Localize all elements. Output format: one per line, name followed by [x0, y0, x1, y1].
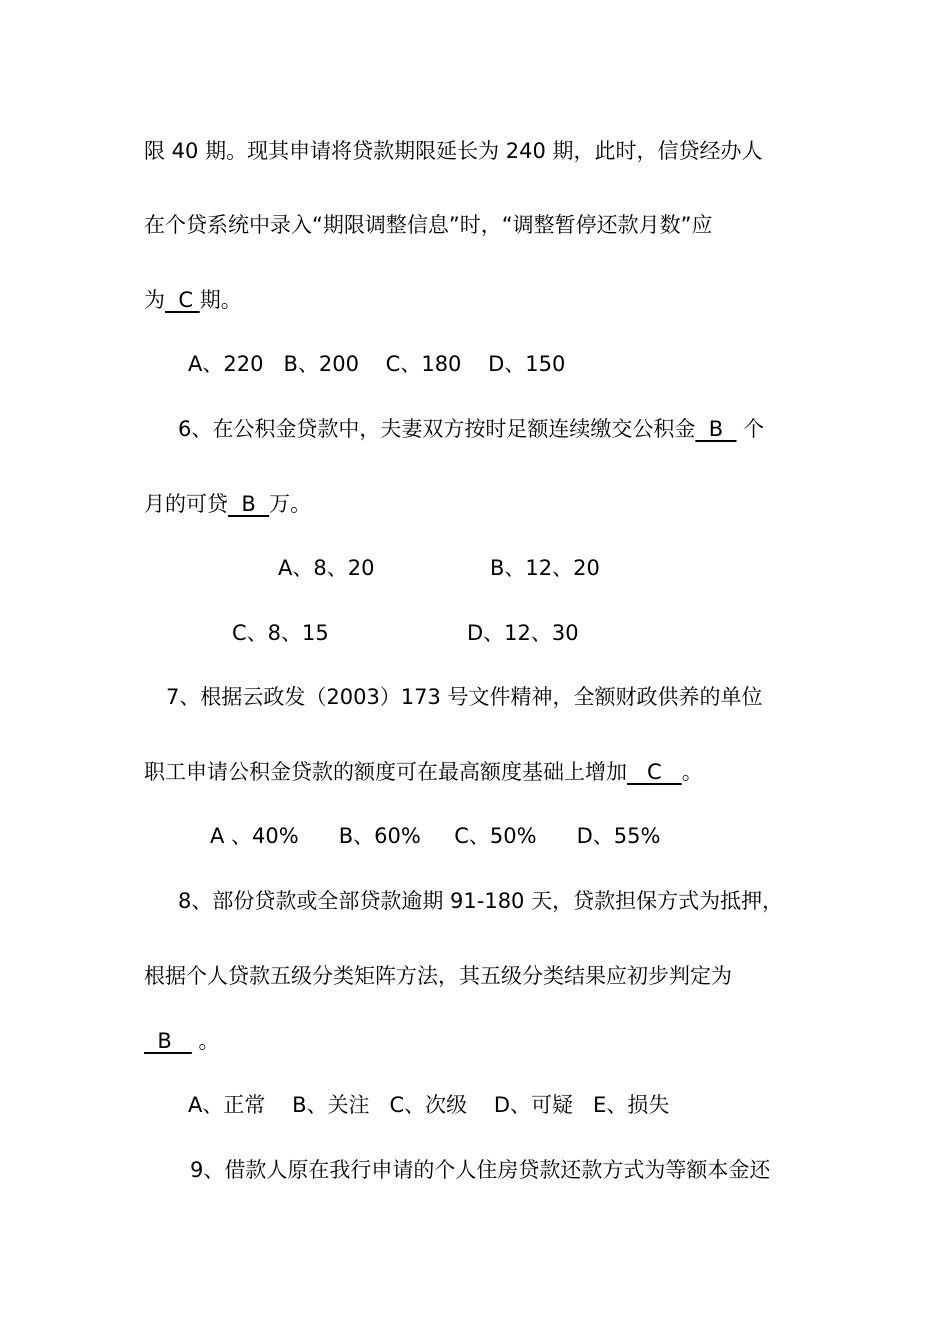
- q8-answer-blank: B: [144, 1029, 192, 1053]
- q8-line-1: 8、部份贷款或全部贷款逾期 91-180 天，贷款担保方式为抵押，: [178, 889, 784, 913]
- q7-line-2-prefix: 职工申请公积金贷款的额度可在最高额度基础上增加: [144, 760, 627, 784]
- q6-line-2: [144, 490, 311, 518]
- q8-line-3-suffix: 。: [191, 1029, 220, 1053]
- q6-option-b: B、12、20: [490, 556, 600, 580]
- q5-line-3-prefix: 为: [144, 288, 165, 312]
- q6-line-1-prefix: 6、在公积金贷款中，夫妻双方按时足额连续缴交公积金: [178, 417, 696, 441]
- q7-line-2: [144, 758, 703, 786]
- q6-line-2-prefix: 月的可贷: [144, 492, 228, 516]
- q8-line-2: 根据个人贷款五级分类矩阵方法，其五级分类结果应初步判定为: [144, 964, 732, 988]
- q6-option-d: D、12、30: [467, 621, 579, 645]
- q5-options: A、220 B、200 C、180 D、150: [188, 352, 566, 376]
- q6-answer-blank-2: B: [228, 492, 270, 516]
- q7-line-2-suffix: 。: [681, 760, 703, 784]
- q6-line-1-suffix: 个: [736, 417, 765, 441]
- q5-line-1: 限 40 期。现其申请将贷款期限延长为 240 期，此时，信贷经办人: [144, 139, 763, 163]
- q5-answer-blank: C: [165, 288, 200, 312]
- q6-option-a: A、8、20: [278, 556, 375, 580]
- q6-line-1: [178, 415, 764, 443]
- q6-option-c: C、8、15: [232, 621, 329, 645]
- q6-answer-blank-1: B: [695, 417, 737, 441]
- q7-options: A 、40% B、60% C、50% D、55%: [210, 824, 661, 848]
- q6-line-2-suffix: 万。: [269, 492, 312, 516]
- q5-line-2: 在个贷系统中录入“期限调整信息”时，“调整暂停还款月数”应: [144, 213, 713, 237]
- q5-line-3-suffix: 期。: [199, 288, 242, 312]
- q9-line-1: 9、借款人原在我行申请的个人住房贷款还款方式为等额本金还: [190, 1158, 771, 1182]
- q7-line-1: 7、根据云政发（2003）173 号文件精神，全额财政供养的单位: [166, 685, 763, 709]
- q8-line-3: [144, 1027, 219, 1055]
- q5-line-3: [144, 286, 242, 314]
- q7-answer-blank: C: [627, 760, 682, 784]
- q8-options: A、正常 B、关注 C、次级 D、可疑 E、损失: [188, 1093, 670, 1117]
